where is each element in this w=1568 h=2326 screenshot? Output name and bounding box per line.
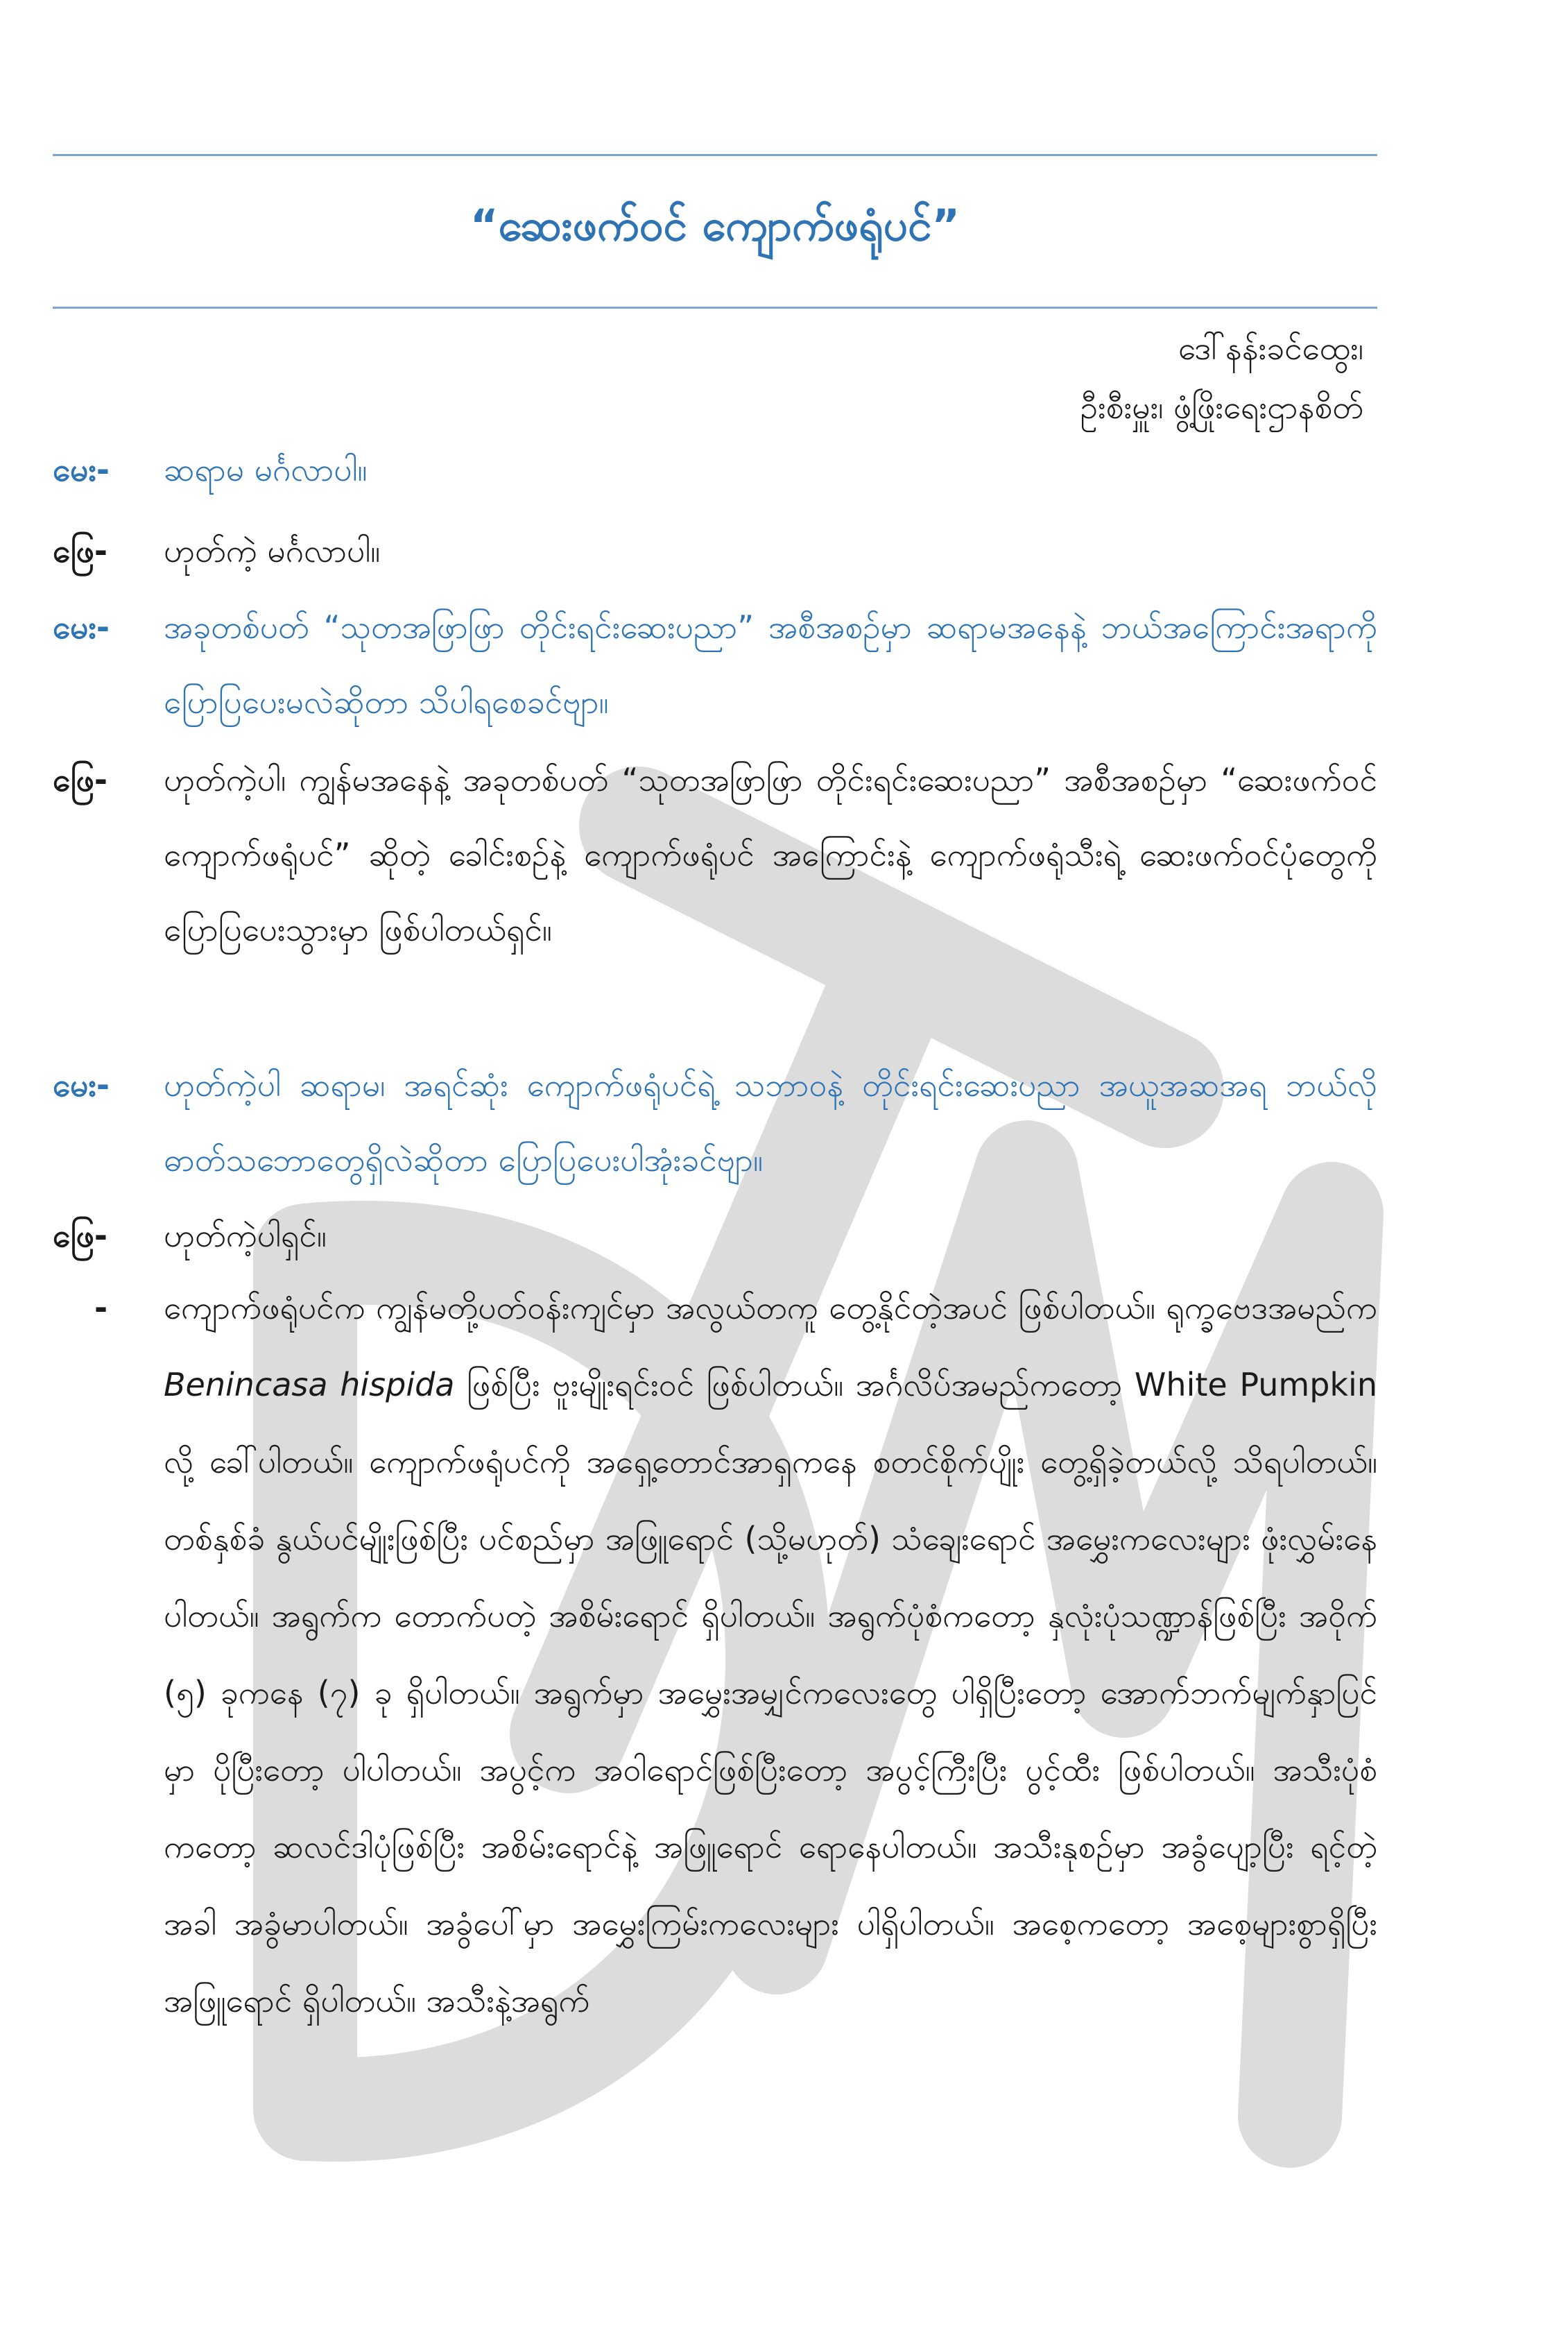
question-block [53,432,1377,507]
answer-block [53,513,1377,588]
document-title: “ဆေးဖက်ဝင် ကျောက်ဖရုံပင်” [469,200,960,250]
question-label: မေး- [53,1066,110,1104]
answer-label: ဖြေ- [53,532,107,570]
author-position: ဦးစီးမှူး၊ ဖွံ့ဖြိုးရေးဌာနစိတ် [1080,388,1363,426]
question-label: မေး- [53,451,110,488]
top-divider [53,154,1377,156]
answer-text: ဟုတ်ကဲ့ မင်္ဂလာပါ။ [164,532,381,570]
bullet-dash: - [94,1289,108,1326]
question-text: ဟုတ်ကဲ့ပါ ဆရာမ၊ အရင်ဆုံး ကျောက်ဖရုံပင်ရဲ့ သဘာဝနဲ့ တိုင်းရင်းဆေးပညာ အယူအဆအရ ဘယ်လိုဓာတ်သဘောတွေရှိလဲဆိုတာ ပြောပြပေးပါအုံးခင်ဗျာ။ [164,1066,1377,1179]
question-text: ဆရာမ မင်္ဂလာပါ။ [164,451,368,488]
bullet-text-part: ဖြစ်ပြီး ဗူးမျိုးရင်းဝင် ဖြစ်ပါတယ်။ အင်္ဂလိပ်အမည်ကတော့ White Pumpkin လို့ ခေါ်ပါတယ်။ ကျောက်ဖရုံပင်ကို အရှေ့တောင်အာရှကနေ စတင်စိုက်ပျိုး တွေ့ရှိခဲ့တယ်လို့ သိရပါတယ်။ တစ်နှစ်ခံ နွယ်ပင်မျိုးဖြစ်ပြီး ပင်စည်မှာ အဖြူရောင် (သို့မဟုတ်) သံချေးရောင် အမွှေးကလေးများ ဖုံးလွှမ်းနေပါတယ်။ အရွက်က တောက်ပတဲ့ အစိမ်းရောင် ရှိပါတယ်။ အရွက်ပုံစံကတော့ နှလုံးပုံသဏ္ဍာန်ဖြစ်ပြီး အဝိုက် (၅) ခုကနေ (၇) ခု ရှိပါတယ်။ အရွက်မှာ အမွှေးအမျှင်ကလေးတွေ ပါရှိပြီးတော့ အောက်ဘက်မျက်နှာပြင်မှာ ပိုပြီးတော့ ပါပါတယ်။ အပွင့်က အဝါရောင်ဖြစ်ပြီးတော့ အပွင့်ကြီးပြီး ပွင့်ထီး ဖြစ်ပါတယ်။ အသီးပုံစံကတော့ ဆလင်ဒါပုံဖြစ်ပြီး အစိမ်းရောင်နဲ့ အဖြူရောင် ရောနေပါတယ်။ အသီးနုစဉ်မှာ အခွံပျော့ပြီး ရင့်တဲ့အခါ အခွံမာပါတယ်။ အခွံပေါ်မှာ အမွှေးကြမ်းကလေးများ ပါရှိပါတယ်။ အစေ့ကတော့ အစေ့များစွာရှိပြီး အဖြူရောင် ရှိပါတယ်။ အသီးနဲ့အရွက် [164,1366,1377,2019]
question-block [53,1047,1377,1197]
answer-text: ဟုတ်ကဲ့ပါရှင်။ [164,1217,327,1254]
question-text: အခုတစ်ပတ် “သုတအဖြာဖြာ တိုင်းရင်းဆေးပညာ” အစီအစဉ်မှာ ဆရာမအနေနဲ့ ဘယ်အကြောင်းအရာကို ပြောပြပေးမလဲဆိုတာ သိပါရစေခင်ဗျာ။ [164,608,1377,721]
scientific-name: Benincasa hispida [164,1366,455,1403]
answer-label: ဖြေ- [53,761,107,798]
bottom-divider [53,307,1377,309]
question-block [53,590,1377,739]
question-label: မေး- [53,608,110,646]
bullet-text-part: ကျောက်ဖရုံပင်က ကျွန်မတို့ပတ်ဝန်းကျင်မှာ အလွယ်တကူ တွေ့နိုင်တဲ့အပင် ဖြစ်ပါတယ်။ ရုက္ခဗေဒအမည်က [164,1289,1377,1326]
bullet-text [164,1269,1377,2039]
bullet-paragraph [53,1269,1377,2039]
author-name: ဒေါ်နန်းခင်ထွေး၊ [1178,330,1363,367]
answer-text: ဟုတ်ကဲ့ပါ၊ ကျွန်မအနေနဲ့ အခုတစ်ပတ် “သုတအဖြာဖြာ တိုင်းရင်းဆေးပညာ” အစီအစဉ်မှာ “ဆေးဖက်ဝင် ကျောက်ဖရုံပင်” ဆိုတဲ့ ခေါင်းစဉ်နဲ့ ကျောက်ဖရုံပင် အကြောင်းနဲ့ ကျောက်ဖရုံသီးရဲ့ ဆေးဖက်ဝင်ပုံတွေကို ပြောပြပေးသွားမှာ ဖြစ်ပါတယ်ရှင်။ [164,761,1377,948]
answer-block [53,1198,1377,1273]
answer-block [53,742,1377,967]
answer-label: ဖြေ- [53,1217,107,1254]
